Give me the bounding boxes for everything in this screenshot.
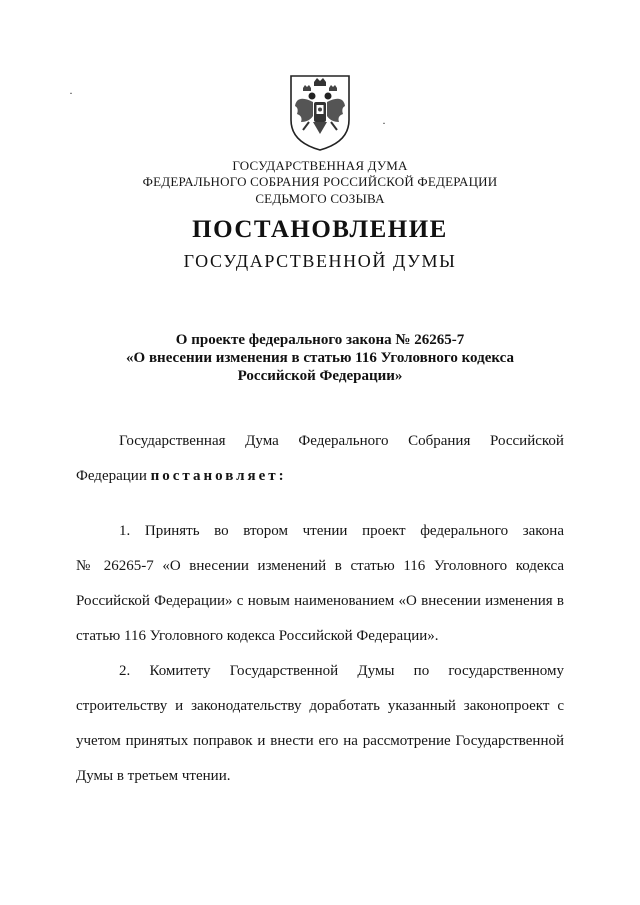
- header-line-2: ФЕДЕРАЛЬНОГО СОБРАНИЯ РОССИЙСКОЙ ФЕДЕРАЦИИ: [142, 174, 498, 189]
- bill-title-line-1: О проекте федерального закона № 26265-7: [175, 332, 465, 348]
- item-1-line-1: 1. Принять во втором чтении проект федерального закона: [119, 523, 564, 539]
- intro-word: Собрания: [408, 433, 471, 449]
- intro-line-2-start: Федерации: [76, 468, 147, 484]
- bill-title-line-3: Российской Федерации»: [237, 368, 403, 384]
- intro-word: Федерального: [298, 433, 389, 449]
- intro-word: Государственная: [119, 433, 226, 449]
- item-2-line-2: строительству и законодательству доработать указанный законопроект с: [76, 698, 564, 714]
- bill-title-line-2: «О внесении изменения в статью 116 Уголовного кодекса: [126, 350, 514, 366]
- item-1-line-2: № 26265-7 «О внесении изменений в статью 116 Уголовного кодекса: [76, 558, 564, 574]
- header-line-1: ГОСУДАРСТВЕННАЯ ДУМА: [232, 158, 408, 173]
- intro-line-1: [119, 433, 564, 450]
- intro-word: Дума: [245, 433, 279, 449]
- coat-of-arms-emblem-icon: [283, 72, 357, 152]
- item-1-line-4: статью 116 Уголовного кодекса Российской Федерации».: [76, 628, 439, 644]
- item-2-line-3: учетом принятых поправок и внести его на рассмотрение Государственной: [76, 733, 564, 749]
- intro-line-2: [76, 468, 287, 485]
- item-1-line-3: Российской Федерации» с новым наименованием «О внесении изменения в: [76, 593, 564, 609]
- decree-verb: постановляет:: [150, 468, 287, 484]
- header-line-3: СЕДЬМОГО СОЗЫВА: [255, 191, 385, 206]
- scan-mark: ·: [69, 86, 73, 100]
- document-title: ПОСТАНОВЛЕНИЕ: [192, 216, 448, 243]
- document-subtitle: ГОСУДАРСТВЕННОЙ ДУМЫ: [183, 251, 457, 271]
- item-2-line-4: Думы в третьем чтении.: [76, 768, 231, 784]
- item-2-line-1: 2. Комитету Государственной Думы по государственному: [119, 663, 564, 679]
- intro-word: Российской: [490, 433, 564, 449]
- scan-mark: ·: [382, 116, 386, 130]
